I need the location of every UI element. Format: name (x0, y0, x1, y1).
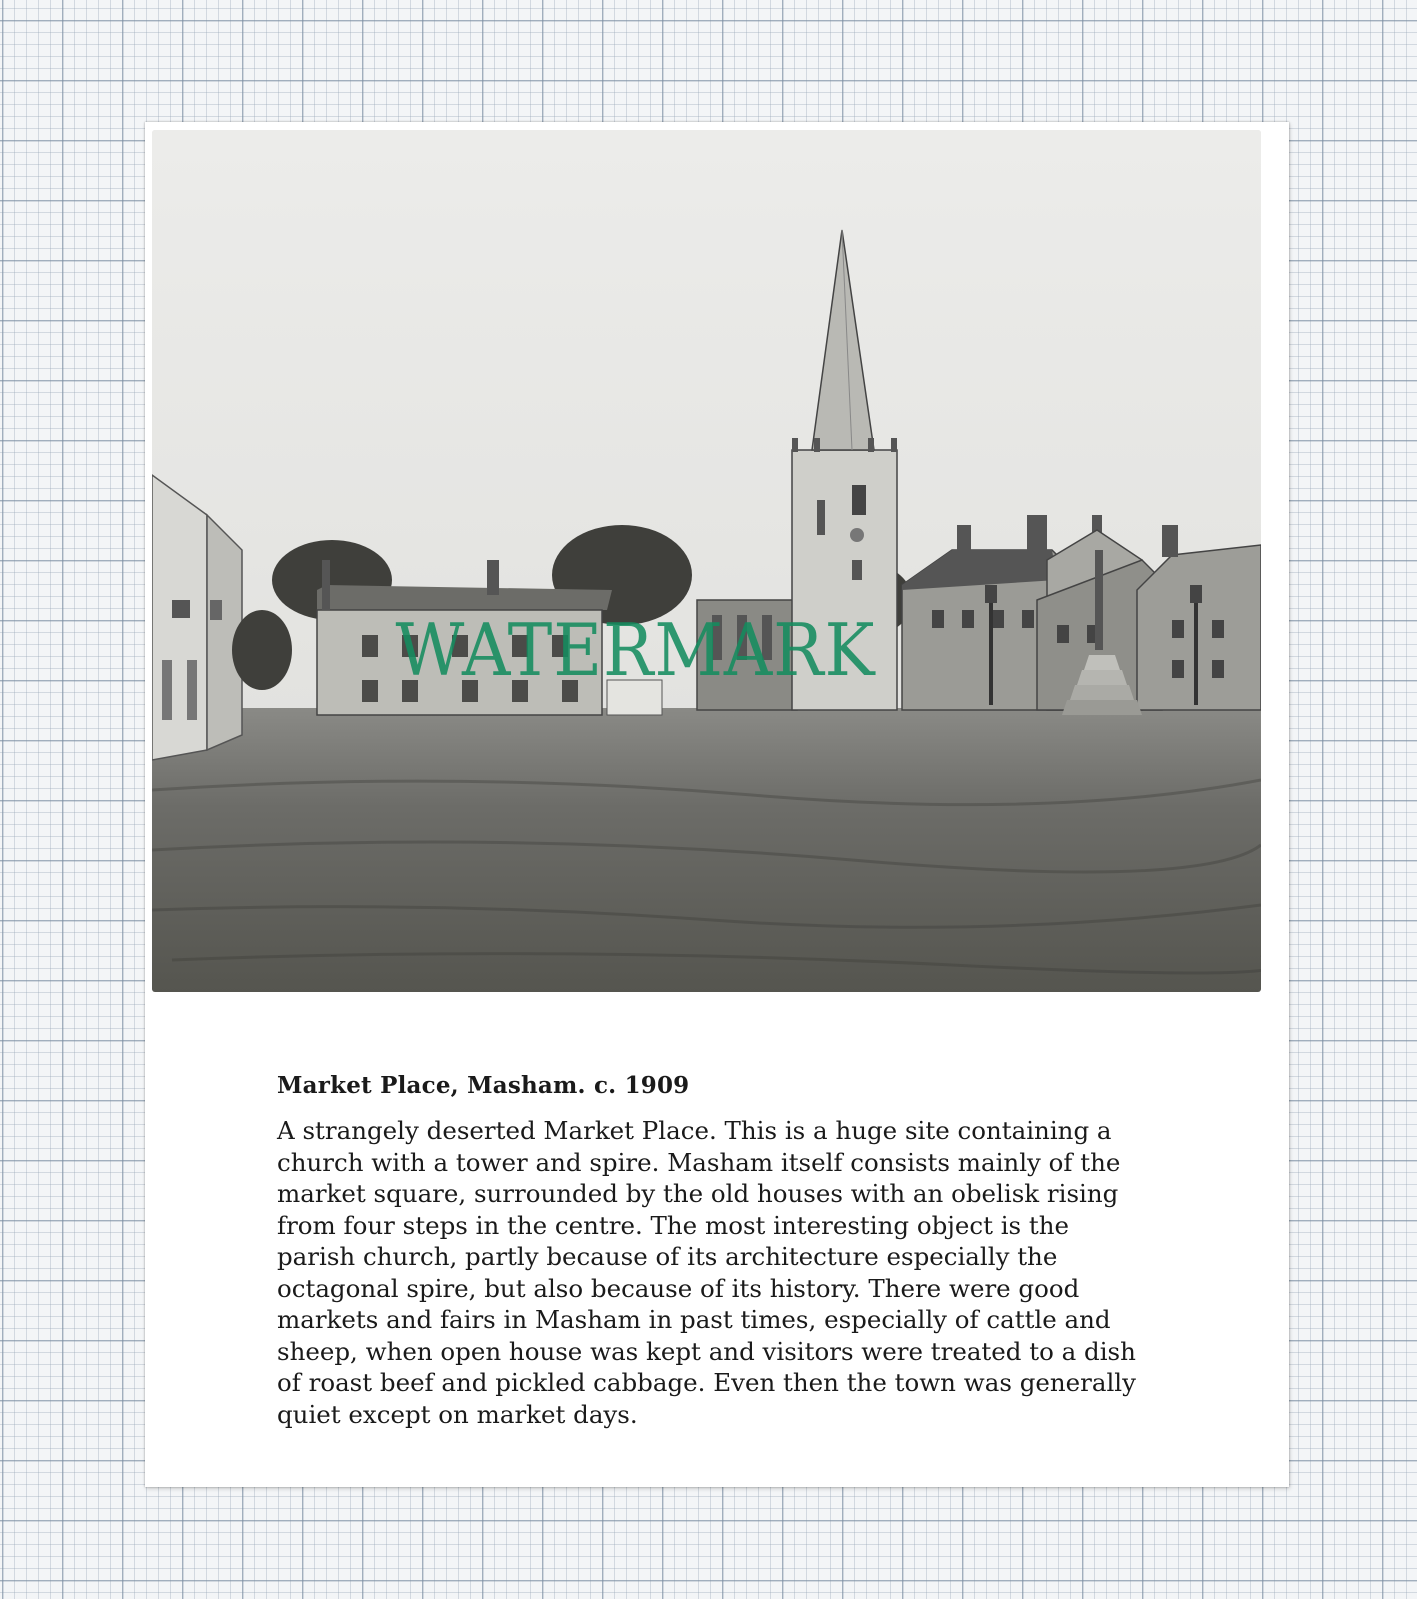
photo-drawing (152, 130, 1261, 992)
market-place-photo (152, 130, 1261, 992)
watermark-text: WATERMARK (395, 608, 876, 692)
caption (277, 1072, 1137, 1430)
caption-body: A strangely deserted Market Place. This is a huge site containing a church with a tower and spire. Masham itself consists mainly of the market square, surrounded by the old houses with an obelisk rising from four steps in the centre. The most interesting object is the parish church, partly because of its architecture especially the octagonal spire, but also because of its history. There were good markets and fairs in Masham in past times, especially of cattle and sheep, when open house was kept and visitors were treated to a dish of roast beef and pickled cabbage. Even then the town was generally quiet except on market days. (277, 1116, 1136, 1429)
newspaper-clipping (145, 122, 1289, 1487)
caption-title: Market Place, Masham. c. 1909 (277, 1072, 690, 1099)
